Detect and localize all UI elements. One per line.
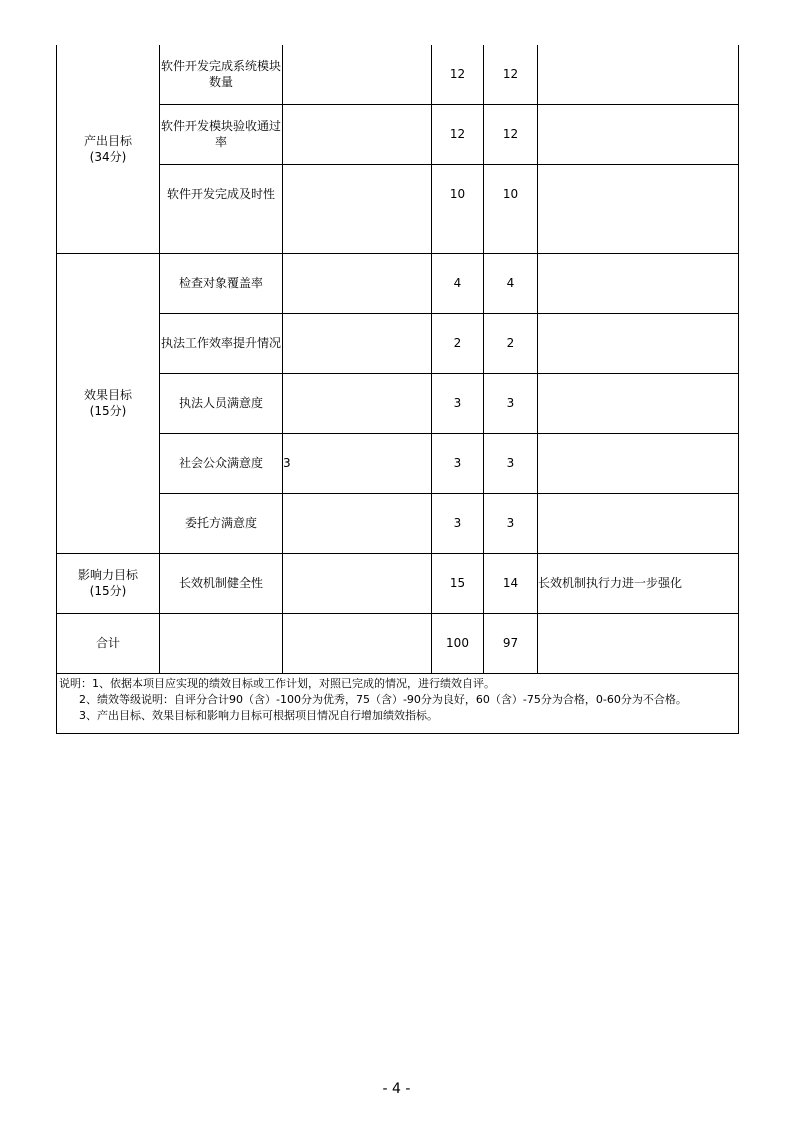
value-cell [283,553,432,613]
remark-cell: 长效机制执行力进一步强化 [538,553,739,613]
remark-cell [538,493,739,553]
self-score-cell: 4 [484,253,538,313]
table-row [57,313,739,373]
category-label: 效果目标 [83,388,132,402]
self-score-cell: 14 [484,553,538,613]
indicator-cell: 软件开发完成系统模块数量 [160,45,283,104]
table-row [57,104,739,164]
indicator-cell: 检查对象覆盖率 [160,253,283,313]
category-score: (15分) [89,584,127,598]
remark-cell [538,164,739,253]
self-score-cell: 12 [484,45,538,104]
table-row [57,253,739,313]
full-score-cell: 3 [432,373,484,433]
notes-row [57,673,739,733]
remark-cell [538,433,739,493]
value-cell [283,253,432,313]
total-remark-cell [538,613,739,673]
full-score-cell: 4 [432,253,484,313]
notes-cell [57,673,739,733]
total-label: 合计 [57,613,160,673]
table-row [57,493,739,553]
category-cell [57,553,160,613]
remark-cell [538,373,739,433]
total-self-score: 97 [484,613,538,673]
value-cell [283,164,432,253]
total-indicator-cell [160,613,283,673]
indicator-cell: 软件开发完成及时性 [160,164,283,253]
note-line: 说明：1、依据本项目应实现的绩效目标或工作计划，对照已完成的情况，进行绩效自评。 [59,676,495,690]
category-label: 产出目标 [83,133,132,148]
remark-cell [538,104,739,164]
category-score: (34分) [89,149,127,164]
indicator-cell: 执法工作效率提升情况 [160,313,283,373]
table-row [57,164,739,253]
total-value-cell [283,613,432,673]
table-row [57,433,739,493]
indicator-cell: 软件开发模块验收通过率 [160,104,283,164]
note-line: 2、绩效等级说明：自评分合计90（含）-100分为优秀，75（含）-90分为良好，60（含）-75分为合格，0-60分为不合格。 [79,692,687,706]
full-score-cell: 12 [432,104,484,164]
note-line: 3、产出目标、效果目标和影响力目标可根据项目情况自行增加绩效指标。 [79,708,438,722]
indicator-cell: 社会公众满意度 [160,433,283,493]
indicator-cell: 执法人员满意度 [160,373,283,433]
self-score-cell: 2 [484,313,538,373]
remark-cell [538,313,739,373]
indicator-cell: 委托方满意度 [160,493,283,553]
remark-cell [538,253,739,313]
full-score-cell: 3 [432,433,484,493]
full-score-cell: 2 [432,313,484,373]
self-score-cell: 10 [484,164,538,253]
table-row [57,373,739,433]
value-cell [283,313,432,373]
category-cell [57,253,160,553]
total-row [57,613,739,673]
full-score-cell: 10 [432,164,484,253]
full-score-cell: 3 [432,493,484,553]
self-score-cell: 12 [484,104,538,164]
category-label: 影响力目标 [77,568,138,582]
category-cell [57,45,160,253]
value-cell [283,104,432,164]
table-row [57,45,739,104]
remark-cell [538,45,739,104]
category-score: (15分) [89,404,127,418]
full-score-cell: 12 [432,45,484,104]
value-cell [283,493,432,553]
indicator-cell: 长效机制健全性 [160,553,283,613]
self-score-cell: 3 [484,433,538,493]
page-number: - 4 - [382,1081,411,1097]
total-full-score: 100 [432,613,484,673]
full-score-cell: 15 [432,553,484,613]
self-score-cell: 3 [484,493,538,553]
table-row [57,553,739,613]
value-cell: 3 [283,433,432,493]
performance-self-evaluation-table [56,45,739,734]
self-score-cell: 3 [484,373,538,433]
value-cell [283,45,432,104]
value-cell [283,373,432,433]
